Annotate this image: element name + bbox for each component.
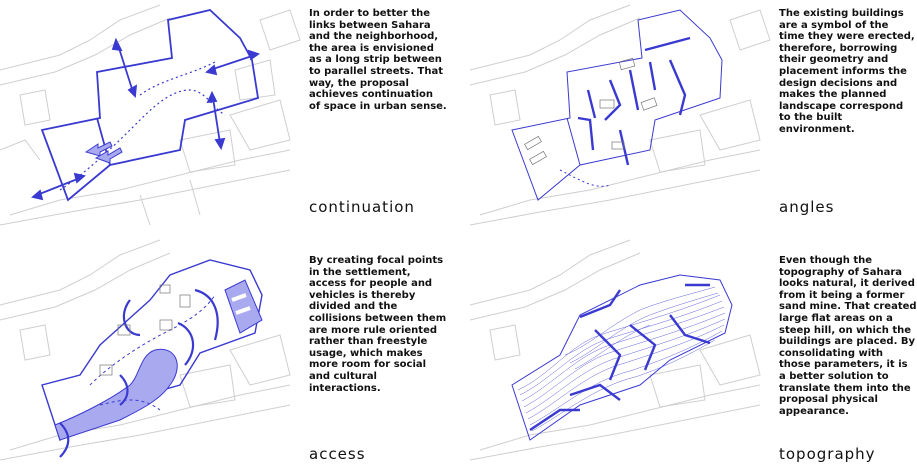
continuation-title: continuation [309, 198, 415, 216]
panel-continuation [0, 0, 447, 235]
angles-description: The existing buildings are a symbol of the time they were erected, therefore, borrowing their geometry and placement informs the design decisions and makes the planned landscape correspond to the built environment. [779, 8, 915, 135]
continuation-description: In order to better the links between Sahara and the neighborhood, the area is envisioned as a long strip between to parallel streets. That way, the proposal achieves continuation of space in urban sense. [309, 8, 447, 112]
continuation-site-diagram [0, 0, 300, 235]
access-title: access [309, 445, 366, 463]
panel-topography [470, 235, 917, 470]
topography-description: Even though the topography of Sahara looks natural, it derived from it being a former sand mine. That created large flat areas on a steep hill, on which the buildings are placed. By consolidating with those parameters, it is a better solution to translate them into the proposal physical appearance. [779, 255, 917, 417]
access-site-diagram [0, 235, 300, 470]
topography-title: topography [779, 445, 876, 463]
topography-site-diagram [470, 235, 770, 470]
panel-angles [470, 0, 917, 235]
panel-access [0, 235, 447, 470]
angles-title: angles [779, 198, 835, 216]
access-description: By creating focal points in the settlement, access for people and vehicles is thereby divided and the collisions between them are more rule oriented rather than freestyle usage, which makes more room for social and cultural interactions. [309, 255, 447, 394]
angles-site-diagram [470, 0, 770, 235]
